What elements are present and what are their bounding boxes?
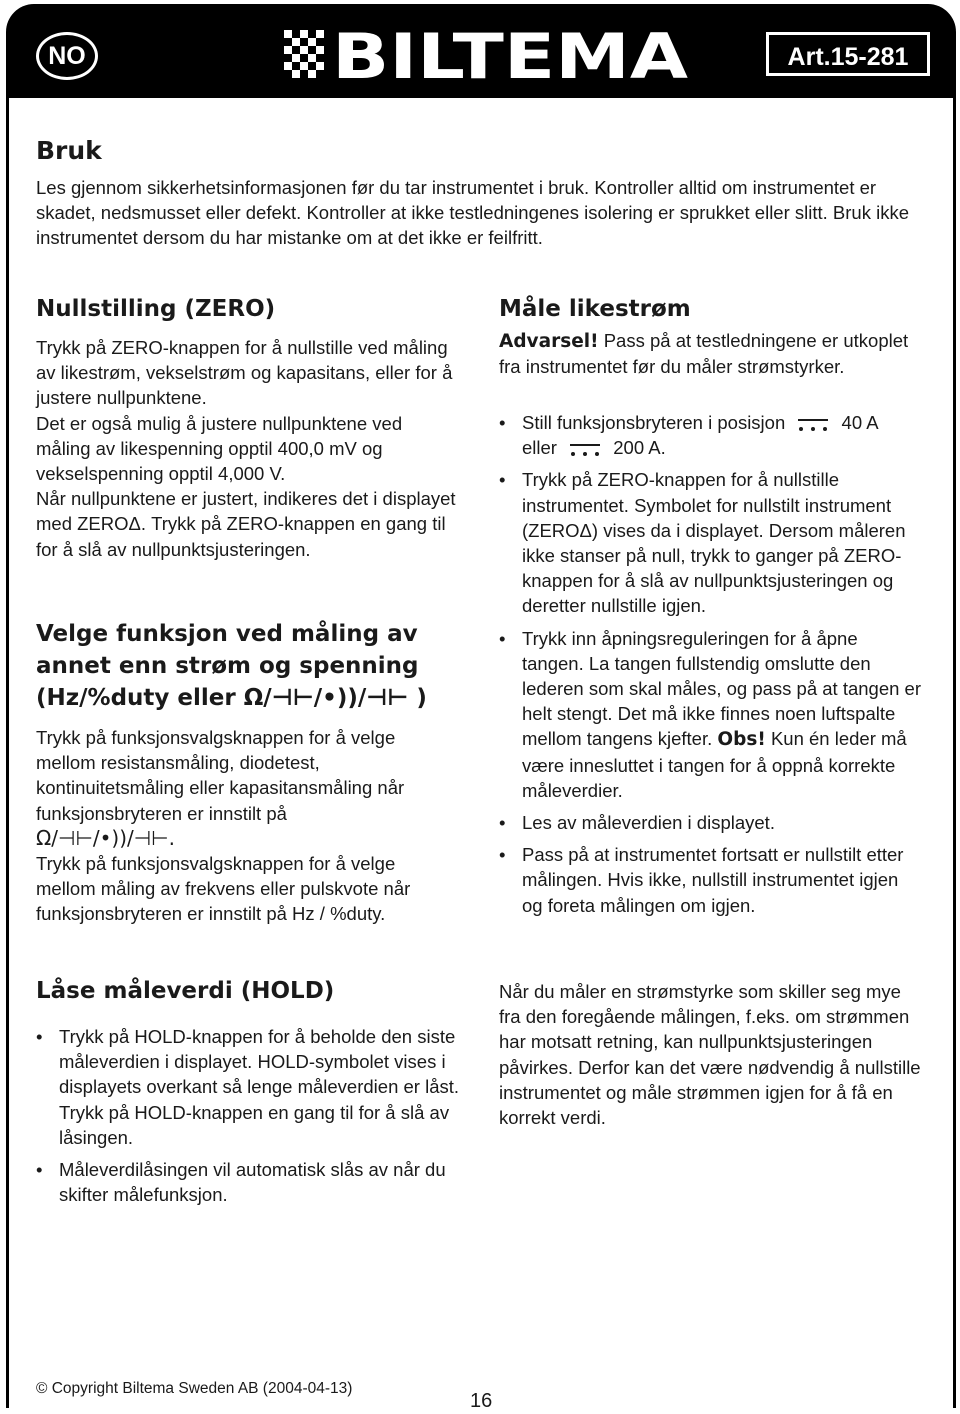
page-header: [6, 4, 956, 98]
section-title-zero: Nullstilling (ZERO): [36, 296, 276, 322]
hold-list: [36, 1024, 466, 1214]
list-item: [499, 410, 924, 460]
copyright: © Copyright Biltema Sweden AB (2004-04-13): [36, 1380, 353, 1397]
svg-text:BILTEMA: BILTEMA: [332, 24, 688, 84]
item-text: 200 A.: [613, 437, 666, 459]
velge-symbols: Ω/⊣⊢/•))/⊣⊢.: [36, 825, 175, 850]
warning-label: Advarsel!: [499, 331, 599, 352]
section-title-bruk: Bruk: [36, 136, 102, 165]
velge-paragraph-2: Trykk på funksjonsvalgsknappen for å velge mellom måling av frekvens eller pulskvote når funksjonsbryteren er innstilt på Hz / %duty.: [36, 853, 411, 925]
list-item: [499, 626, 924, 803]
item-text: Kun én leder må være innesluttet i tangen for å oppnå korrekte måleverdier.: [522, 728, 907, 801]
page-border-left: [6, 98, 9, 1408]
velge-title-line-1: Velge funksjon ved måling av: [36, 621, 418, 647]
likestrom-warning: [499, 328, 919, 379]
biltema-logo: [284, 24, 688, 84]
likestrom-note: Når du måler en strømstyrke som skiller seg mye fra den foregående målingen, f.eks. om strømmen har motsatt retning, kan nullpunktsjusteringen påvirkes. Derfor kan det være nødvendig å nullstille instrumentet og måle strømmen igjen for å få en korrekt verdi.: [499, 981, 921, 1129]
item-text: eller: [522, 437, 557, 459]
velge-paragraph-1: Trykk på funksjonsvalgsknappen for å velge mellom resistansmåling, diodetest, kontinuitetsmåling eller kapasitansmåling når funksjonsbryteren er innstilt på: [36, 727, 405, 824]
obs-label: Obs!: [717, 729, 766, 751]
warning-text: Pass på at testledningene er utkoplet fra instrumentet før du måler strømstyrker.: [499, 330, 909, 378]
likestrom-list: [499, 410, 924, 925]
section-title-velge: [36, 618, 476, 714]
section-title-hold: Låse måleverdi (HOLD): [36, 978, 335, 1004]
bruk-text: Les gjennom sikkerhetsinformasjonen før du tar instrumentet i bruk. Kontroller alltid om instrumentet er skadet, nedsmusset eller defekt. Kontroller at ikke testledningenes isolering er sprukket eller slitt. Bruk ikke instrumentet dersom du har mistanke om at det ikke er feilfritt.: [36, 177, 909, 249]
article-number: Art.15-281: [766, 32, 930, 76]
velge-title-line-3: (Hz/%duty eller Ω/⊣⊢/•))/⊣⊢ ): [36, 685, 427, 711]
list-item: • Les av måleverdien i displayet.: [499, 810, 924, 835]
velge-title-line-2: annet enn strøm og spenning: [36, 653, 419, 679]
language-badge: NO: [36, 32, 98, 80]
dc-symbol-icon: [568, 442, 602, 456]
zero-text: [36, 335, 456, 562]
section-title-likestrom: Måle likestrøm: [499, 296, 691, 322]
zero-paragraph-2: Det er også mulig å justere nullpunktene ved måling av likespenning opptil 400,0 mV og vekselspenning opptil 4,000 V.: [36, 412, 403, 485]
list-item: • Trykk på ZERO-knappen for å nullstille instrumentet. Symbolet for nullstilt instrument (ZEROΔ) vises da i displayet. Dersom måleren ikke stanser på null, trykk to ganger på ZERO-knappen for å slå av nullpunktsjusteringen og deretter nullstille igjen.: [499, 467, 924, 618]
page-number: 16: [470, 1390, 493, 1412]
item-text: 40 A: [841, 412, 879, 433]
zero-paragraph-1: Trykk på ZERO-knappen for å nullstille ved måling av likestrøm, vekselstrøm og kapasitans, eller for å justere nullpunktene.: [36, 337, 453, 409]
item-text: Trykk inn åpningsreguleringen for å åpne tangen. La tangen fullstendig omslutte den lederen som skal måles, og pass på at tangen er helt stengt. Det må ikke finnes noen luftspalte mellom tangens kjefter.: [522, 627, 922, 750]
list-item: • Pass på at instrumentet fortsatt er nullstilt etter målingen. Hvis ikke, nullstill instrumentet igjen og foreta målingen om igjen.: [499, 842, 924, 918]
list-item: • Måleverdilåsingen vil automatisk slås av når du skifter målefunksjon.: [36, 1157, 466, 1207]
page-border-right: [953, 98, 956, 1408]
velge-text: [36, 725, 456, 927]
zero-paragraph-3: Når nullpunktene er justert, indikeres det i displayet med ZEROΔ. Trykk på ZERO-knappen en gang til for å slå av nullpunktsjusteringen.: [36, 488, 456, 560]
item-text: Still funksjonsbryteren i posisjon: [522, 412, 786, 433]
dc-symbol-icon: [796, 417, 830, 431]
list-item: • Trykk på HOLD-knappen for å beholde den siste måleverdien i displayet. HOLD-symbolet vises i displayets overkant så lenge måleverdien er låst. Trykk på HOLD-knappen en gang til for å slå av låsingen.: [36, 1024, 466, 1150]
